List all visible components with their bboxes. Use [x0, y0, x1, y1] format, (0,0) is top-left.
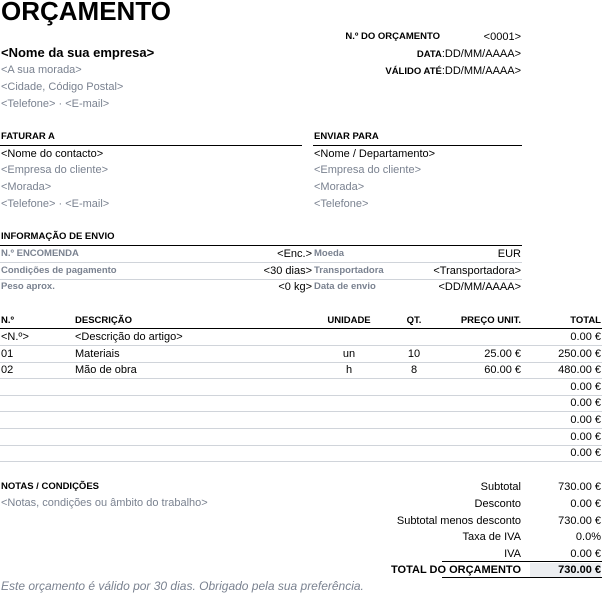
- col-header-description: DESCRIÇÃO: [75, 315, 133, 326]
- item-description: Mão de obra: [75, 364, 137, 377]
- item-no: 01: [1, 347, 14, 360]
- table-row-divider: [0, 461, 602, 462]
- tax-rate-value: 0.0%: [575, 531, 601, 543]
- date-value: :DD/MM/AAAA>: [441, 48, 521, 60]
- subtotal-value: 730.00 €: [558, 481, 601, 493]
- currency-value: EUR: [497, 248, 521, 260]
- item-total: 0.00 €: [570, 380, 601, 393]
- carrier-label: Transportadora: [314, 265, 384, 276]
- item-total: 0.00 €: [570, 430, 601, 443]
- bill-to-company: <Empresa do cliente>: [1, 164, 109, 176]
- item-unit-price: 60.00 €: [484, 364, 521, 377]
- ship-date-value: <DD/MM/AAAA>: [438, 281, 521, 293]
- order-label: N.º ENCOMENDA: [1, 248, 79, 259]
- item-unit: h: [345, 364, 353, 377]
- col-header-qty: QT.: [406, 315, 422, 326]
- col-header-unit-price: PREÇO UNIT.: [460, 315, 521, 326]
- item-qty: 10: [407, 347, 421, 360]
- table-row-divider: [0, 378, 602, 379]
- item-unit: un: [342, 347, 356, 360]
- order-value: <Enc.>: [277, 248, 312, 260]
- tax-label: IVA: [504, 548, 521, 560]
- bill-to-address: <Morada>: [1, 181, 52, 193]
- terms-label: Condições de pagamento: [1, 265, 117, 276]
- bill-to-contact: <Nome do contacto>: [1, 148, 104, 160]
- item-no: <N.º>: [1, 331, 29, 343]
- weight-value: <0 kg>: [278, 281, 312, 293]
- ship-to-name: <Nome / Departamento>: [314, 148, 436, 160]
- company-city: <Cidade, Código Postal>: [1, 81, 124, 93]
- valid-value: :DD/MM/AAAA>: [441, 65, 521, 77]
- shipping-heading: INFORMAÇÃO DE ENVIO: [1, 231, 115, 242]
- shipping-divider: [0, 245, 522, 246]
- ship-to-phone: <Telefone>: [314, 198, 369, 210]
- table-row-divider: [0, 395, 602, 396]
- currency-label: Moeda: [314, 248, 345, 259]
- item-total: 0.00 €: [570, 331, 601, 343]
- tax-value: 0.00 €: [570, 548, 601, 560]
- valid-label: VÁLIDO ATÉ: [385, 66, 442, 77]
- item-unit-price: 25.00 €: [484, 347, 521, 360]
- grand-total-value: 730.00 €: [530, 563, 601, 577]
- item-total: 0.00 €: [570, 447, 601, 460]
- table-row-divider: [0, 428, 602, 429]
- bill-to-divider: [0, 145, 302, 146]
- discount-label: Desconto: [474, 498, 521, 510]
- ship-to-address: <Morada>: [314, 181, 365, 193]
- shipping-row-divider: [0, 262, 522, 263]
- terms-value: <30 dias>: [263, 265, 312, 277]
- ship-to-company: <Empresa do cliente>: [314, 164, 422, 176]
- bill-to-heading: FATURAR A: [1, 131, 55, 142]
- col-header-unit: UNIDADE: [327, 315, 371, 326]
- item-qty: 8: [410, 364, 418, 377]
- subtotal-less-discount-value: 730.00 €: [558, 515, 601, 527]
- item-total: 0.00 €: [570, 414, 601, 426]
- col-header-no: N.º: [1, 315, 14, 326]
- company-address: <A sua morada>: [1, 64, 82, 76]
- item-total: 250.00 €: [558, 347, 601, 360]
- company-phone-email: <Telefone> · <E-mail>: [1, 98, 110, 110]
- notes-heading: NOTAS / CONDIÇÕES: [1, 481, 99, 492]
- item-description: <Descrição do artigo>: [75, 331, 183, 343]
- bill-to-phone-email: <Telefone> · <E-mail>: [1, 198, 110, 210]
- tax-rate-label: Taxa de IVA: [462, 531, 521, 543]
- total-bottom-divider: [442, 577, 602, 578]
- subtotal-label: Subtotal: [480, 481, 521, 493]
- discount-value: 0.00 €: [570, 498, 601, 510]
- item-total: 0.00 €: [570, 397, 601, 410]
- grand-total-label: TOTAL DO ORÇAMENTO: [391, 564, 521, 576]
- carrier-value: <Transportadora>: [433, 265, 521, 277]
- table-row-divider: [0, 411, 602, 412]
- page-title: ORÇAMENTO: [1, 0, 171, 26]
- ship-to-divider: [313, 145, 522, 146]
- quote-number-label: N.º DO ORÇAMENTO: [345, 31, 440, 42]
- footer-note: Este orçamento é válido por 30 dias. Obrigado pela sua preferência.: [1, 579, 364, 593]
- ship-date-label: Data de envio: [314, 281, 376, 292]
- item-description: Materiais: [75, 347, 120, 360]
- notes-text: <Notas, condições ou âmbito do trabalho>: [1, 497, 208, 509]
- quote-date: [300, 47, 521, 62]
- weight-label: Peso aprox.: [1, 281, 55, 292]
- item-total: 480.00 €: [558, 364, 601, 377]
- date-label: DATA: [416, 49, 442, 60]
- quote-number: <0001>: [483, 31, 521, 43]
- items-header-divider: [0, 328, 602, 329]
- table-row-divider: [0, 445, 602, 446]
- col-header-total: TOTAL: [570, 315, 601, 326]
- item-no: 02: [1, 364, 14, 377]
- total-top-divider: [442, 561, 602, 562]
- company-name: <Nome da sua empresa>: [1, 45, 155, 60]
- valid-until: [300, 64, 521, 79]
- subtotal-less-discount-label: Subtotal menos desconto: [396, 515, 521, 527]
- ship-to-heading: ENVIAR PARA: [314, 131, 379, 142]
